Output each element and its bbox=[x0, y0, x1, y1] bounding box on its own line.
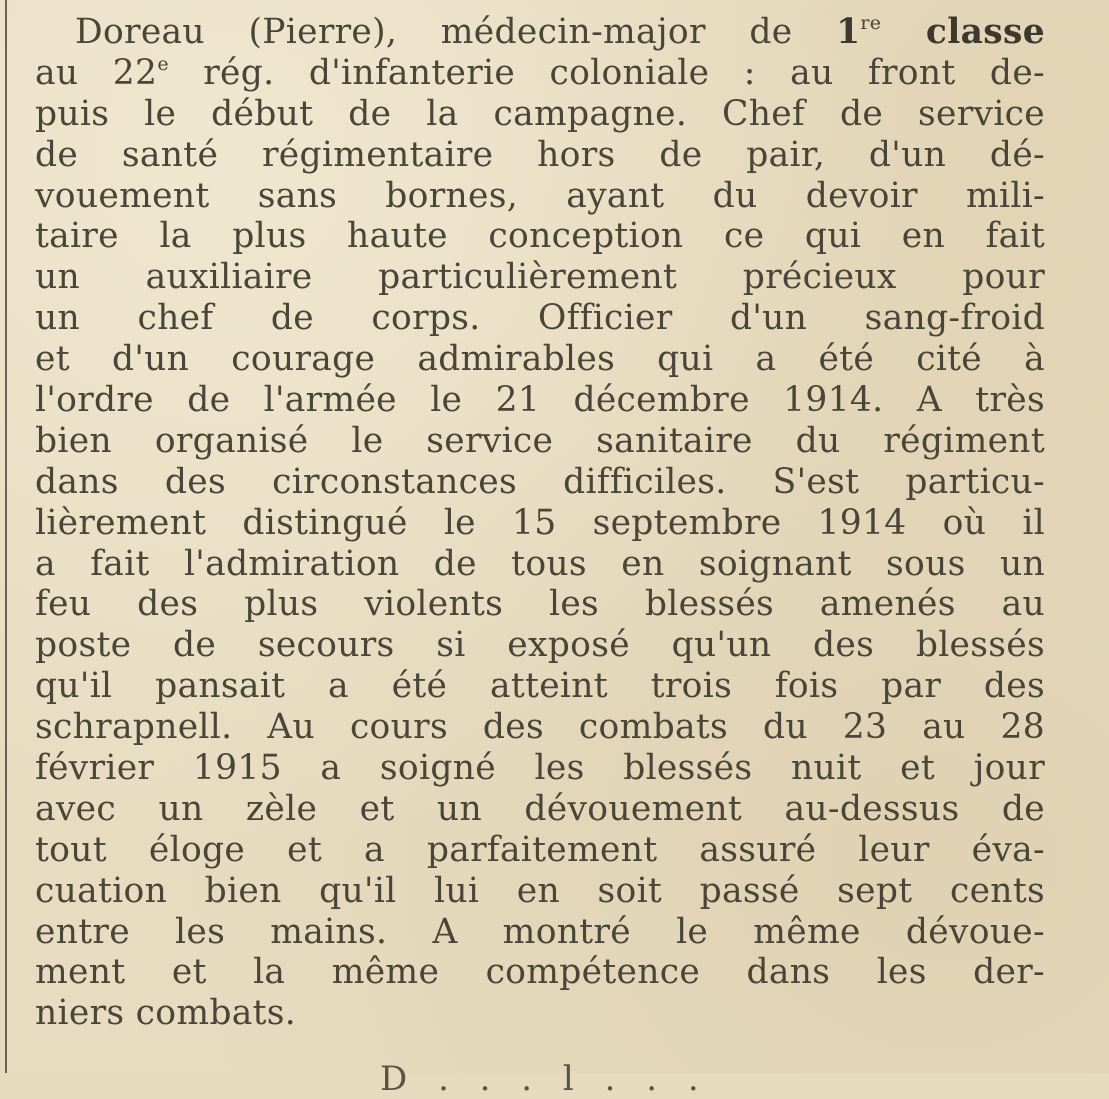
article-line: au 22e rég. d'infanterie coloniale : au front de- bbox=[35, 52, 1045, 93]
article-line: de santé régimentaire hors de pair, d'un dé- bbox=[35, 134, 1045, 175]
article-line: entre les mains. A montré le même dévoue- bbox=[35, 911, 1045, 952]
article-line: feu des plus violents les blessés amenés au bbox=[35, 584, 1045, 625]
article-line: un auxiliaire particulièrement précieux pour bbox=[35, 257, 1045, 298]
article-line-last: niers combats. bbox=[35, 993, 297, 1034]
article-line: février 1915 a soigné les blessés nuit et jour bbox=[35, 748, 1045, 789]
article-line: et d'un courage admirables qui a été cité à bbox=[35, 339, 1045, 380]
article-line: un chef de corps. Officier d'un sang-froid bbox=[35, 298, 1045, 339]
article-line: ment et la même compétence dans les der- bbox=[35, 952, 1045, 993]
article-line: Doreau (Pierre), médecin-major de 1re classe bbox=[75, 11, 1045, 52]
article-line: poste de secours si exposé qu'un des blessés bbox=[35, 625, 1045, 666]
article-line: taire la plus haute conception ce qui en fait bbox=[35, 216, 1045, 257]
cutoff-text: D . . . l . . . bbox=[380, 1059, 709, 1099]
article-line: avec un zèle et un dévouement au-dessus de bbox=[35, 788, 1045, 829]
article-line: a fait l'admiration de tous en soignant sous un bbox=[35, 543, 1045, 584]
article-line: lièrement distingué le 15 septembre 1914 où il bbox=[35, 502, 1045, 543]
article-line: vouement sans bornes, ayant du devoir mili- bbox=[35, 175, 1045, 216]
article-line: schrapnell. Au cours des combats du 23 au 28 bbox=[35, 707, 1045, 748]
article-line: puis le début de la campagne. Chef de service bbox=[35, 93, 1045, 134]
article-line: tout éloge et a parfaitement assuré leur éva- bbox=[35, 829, 1045, 870]
article-line: qu'il pansait a été atteint trois fois par des bbox=[35, 666, 1045, 707]
next-item-heading-cutoff bbox=[380, 1059, 710, 1099]
article-line: dans des circonstances difficiles. S'est particu- bbox=[35, 461, 1045, 502]
article-line: l'ordre de l'armée le 21 décembre 1914. A très bbox=[35, 380, 1045, 421]
article-line: bien organisé le service sanitaire du régiment bbox=[35, 420, 1045, 461]
article-line: cuation bien qu'il lui en soit passé sept cents bbox=[35, 870, 1045, 911]
column-divider-rule bbox=[5, 0, 7, 1073]
citation-article bbox=[35, 12, 1045, 1034]
